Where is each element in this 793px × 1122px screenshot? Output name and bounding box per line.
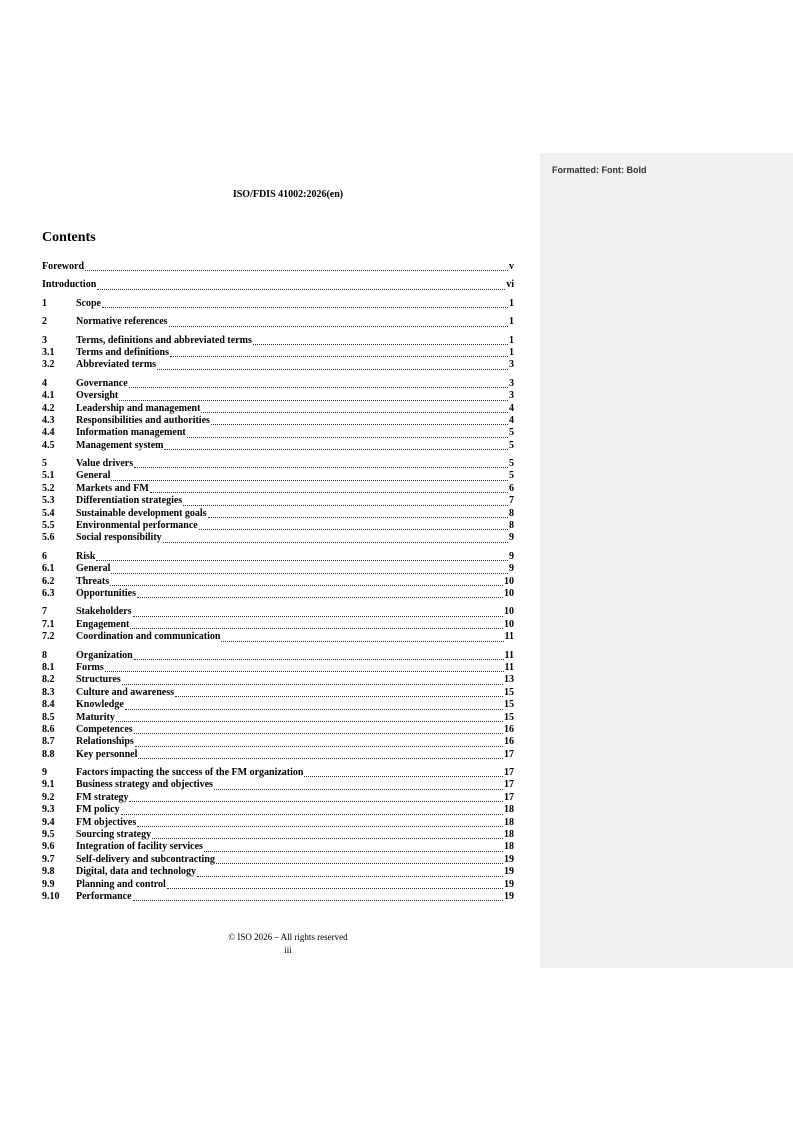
toc-entry-page: 11: [504, 649, 514, 661]
toc-entry-page: 13: [504, 674, 514, 686]
toc-dot-leader: [134, 724, 503, 734]
toc-group: [42, 551, 514, 601]
toc-entry[interactable]: [42, 879, 514, 891]
toc-entry-title: Structures: [76, 674, 121, 686]
toc-dot-leader: [167, 879, 503, 889]
toc-entry-page: 15: [504, 711, 514, 723]
toc-entry-title: Self-delivery and subcontracting: [76, 853, 215, 865]
toc-entry-number: 9.9: [42, 878, 55, 890]
toc-entry[interactable]: [42, 335, 514, 347]
toc-dot-leader: [201, 403, 508, 413]
toc-entry-title: Knowledge: [76, 699, 124, 711]
toc-dot-leader: [110, 576, 503, 586]
toc-entry[interactable]: [42, 347, 514, 359]
toc-entry[interactable]: [42, 891, 514, 903]
toc-entry[interactable]: [42, 712, 514, 724]
toc-entry[interactable]: [42, 415, 514, 427]
toc-entry-page: 3: [509, 359, 514, 371]
toc-entry-title: Responsibilities and authorities: [76, 414, 210, 426]
toc-entry-number: 9.10: [42, 890, 60, 902]
toc-entry-page: 6: [509, 482, 514, 494]
toc-entry[interactable]: [42, 495, 514, 507]
toc-entry-title: Sourcing strategy: [76, 829, 152, 841]
toc-entry-number: 5.6: [42, 532, 55, 544]
toc-dot-leader: [130, 619, 503, 629]
toc-group: [42, 298, 514, 310]
toc-entry[interactable]: [42, 470, 514, 482]
toc-entry-number: 2: [42, 316, 47, 328]
toc-entry-title: Oversight: [76, 390, 119, 402]
toc-group: [42, 606, 514, 643]
toc-entry[interactable]: [42, 458, 514, 470]
toc-entry-title: Organization: [76, 649, 133, 661]
toc-entry-title: Introduction: [42, 279, 97, 291]
toc-entry-page: 18: [504, 804, 514, 816]
comment-markup-panel: [540, 153, 793, 968]
toc-entry[interactable]: [42, 866, 514, 878]
toc-entry[interactable]: [42, 378, 514, 390]
toc-entry-title: Sustainable development goals: [76, 507, 207, 519]
toc-entry-number: 7.1: [42, 618, 55, 630]
toc-entry-number: 5: [42, 458, 47, 470]
toc-entry-page: 5: [509, 427, 514, 439]
toc-entry[interactable]: [42, 817, 514, 829]
toc-dot-leader: [163, 532, 508, 542]
toc-dot-leader: [208, 508, 508, 518]
toc-entry-page: 15: [504, 699, 514, 711]
toc-group: [42, 378, 514, 452]
toc-entry-page: 10: [504, 618, 514, 630]
toc-entry[interactable]: [42, 662, 514, 674]
toc-dot-leader: [204, 841, 503, 851]
toc-entry[interactable]: [42, 724, 514, 736]
toc-entry-number: 5.4: [42, 507, 55, 519]
toc-entry[interactable]: [42, 427, 514, 439]
toc-dot-leader: [133, 891, 503, 901]
toc-entry[interactable]: [42, 687, 514, 699]
toc-dot-leader: [197, 866, 503, 876]
toc-entry-title: Performance: [76, 890, 132, 902]
toc-entry-title: Social responsibility: [76, 532, 162, 544]
toc-entry-title: Threats: [76, 575, 110, 587]
toc-entry-page: 19: [504, 853, 514, 865]
toc-entry-title: Governance: [76, 377, 128, 389]
toc-entry-number: 9.5: [42, 829, 55, 841]
toc-dot-leader: [164, 440, 508, 450]
toc-group: [42, 767, 514, 903]
toc-entry-page: 18: [504, 829, 514, 841]
toc-entry-number: 4.2: [42, 402, 55, 414]
toc-entry-page: v: [509, 261, 514, 272]
toc-entry-number: 9.7: [42, 853, 55, 865]
toc-entry-title: Key personnel: [76, 748, 138, 760]
toc-entry-number: 8.2: [42, 674, 55, 686]
toc-entry-title: Terms, definitions and abbreviated terms: [76, 334, 252, 346]
toc-entry-page: 7: [509, 495, 514, 507]
toc-entry-number: 5.2: [42, 482, 55, 494]
toc-entry-title: Foreword: [42, 261, 85, 272]
toc-entry-title: Factors impacting the success of the FM organization: [76, 767, 304, 779]
toc-entry[interactable]: [42, 520, 514, 532]
toc-entry-title: FM policy: [76, 804, 120, 816]
toc-entry-page: 8: [509, 507, 514, 519]
toc-dot-leader: [135, 736, 503, 746]
toc-entry-number: 5.1: [42, 470, 55, 482]
toc-entry-number: 9.3: [42, 804, 55, 816]
toc-dot-leader: [105, 662, 504, 672]
toc-dot-leader: [253, 335, 508, 345]
toc-entry[interactable]: [42, 699, 514, 711]
toc-entry-page: 1: [509, 334, 514, 346]
toc-dot-leader: [119, 390, 508, 400]
toc-entry-title: Management system: [76, 439, 164, 451]
toc-entry-page: 17: [504, 779, 514, 791]
toc-entry-title: Integration of facility services: [76, 841, 203, 853]
toc-entry-number: 8.7: [42, 736, 55, 748]
toc-entry[interactable]: [42, 440, 514, 452]
toc-dot-leader: [111, 470, 508, 480]
toc-dot-leader: [216, 854, 503, 864]
toc-entry-number: 6.2: [42, 575, 55, 587]
toc-entry-number: 6.1: [42, 563, 55, 575]
toc-entry-number: 8.3: [42, 686, 55, 698]
toc-entry[interactable]: [42, 576, 514, 588]
toc-entry-page: 19: [504, 866, 514, 878]
toc-dot-leader: [187, 427, 508, 437]
toc-entry-page: 15: [504, 686, 514, 698]
toc-entry-page: 11: [504, 631, 514, 643]
toc-entry-title: Information management: [76, 427, 186, 439]
toc-entry[interactable]: [42, 619, 514, 631]
toc-entry-number: 6.3: [42, 587, 55, 599]
toc-entry-page: 19: [504, 878, 514, 890]
toc-entry-page: 4: [509, 402, 514, 414]
toc-entry-title: Environmental performance: [76, 520, 198, 532]
toc-dot-leader: [116, 712, 503, 722]
toc-entry-number: 3: [42, 334, 47, 346]
toc-entry[interactable]: [42, 563, 514, 575]
toc-entry-page: vi: [506, 279, 514, 291]
toc-dot-leader: [121, 804, 503, 814]
toc-entry-number: 9.2: [42, 791, 55, 803]
toc-entry[interactable]: [42, 841, 514, 853]
toc-entry-title: General: [76, 563, 111, 575]
toc-dot-leader: [96, 551, 508, 561]
toc-entry[interactable]: [42, 279, 514, 291]
toc-entry-page: 16: [504, 736, 514, 748]
toc-entry-title: Planning and control: [76, 878, 166, 890]
toc-entry[interactable]: [42, 779, 514, 791]
toc-entry-title: Normative references: [76, 316, 168, 328]
toc-entry-page: 3: [509, 377, 514, 389]
toc-group: [42, 458, 514, 545]
toc-entry[interactable]: [42, 631, 514, 643]
toc-entry[interactable]: [42, 316, 514, 328]
toc-dot-leader: [211, 415, 508, 425]
toc-entry-title: Competences: [76, 723, 133, 735]
toc-dot-leader: [129, 378, 508, 388]
toc-entry-number: 5.3: [42, 495, 55, 507]
toc-dot-leader: [97, 279, 505, 289]
footer-copyright: © ISO 2026 – All rights reserved: [228, 932, 348, 942]
toc-dot-leader: [137, 817, 503, 827]
toc-entry[interactable]: [42, 390, 514, 402]
toc-entry[interactable]: [42, 767, 514, 779]
toc-entry-page: 18: [504, 841, 514, 853]
toc-entry-number: 9.4: [42, 816, 55, 828]
toc-entry-number: 1: [42, 297, 47, 309]
toc-entry-title: Scope: [76, 297, 101, 309]
toc-dot-leader: [170, 347, 508, 357]
toc-entry-number: 3.2: [42, 359, 55, 371]
toc-entry-title: Engagement: [76, 618, 130, 630]
toc-entry-page: 8: [509, 520, 514, 532]
toc-dot-leader: [133, 606, 503, 616]
toc-entry-title: Differentiation strategies: [76, 495, 183, 507]
toc-entry-number: 4.3: [42, 414, 55, 426]
toc-entry-page: 9: [509, 563, 514, 575]
footer-page-number: iii: [284, 945, 292, 955]
toc-entry-page: 17: [504, 791, 514, 803]
toc-group: [42, 650, 514, 762]
toc-dot-leader: [134, 458, 508, 468]
toc-entry[interactable]: [42, 532, 514, 544]
toc-dot-leader: [138, 749, 503, 759]
toc-dot-leader: [85, 261, 508, 271]
toc-entry[interactable]: [42, 508, 514, 520]
toc-entry-number: 4.5: [42, 439, 55, 451]
toc-entry-page: 5: [509, 439, 514, 451]
toc-dot-leader: [137, 588, 503, 598]
toc-entry-number: 9.8: [42, 866, 55, 878]
toc-entry[interactable]: [42, 551, 514, 563]
toc-entry[interactable]: [42, 736, 514, 748]
toc-entry-number: 6: [42, 550, 47, 562]
toc-entry-page: 17: [504, 748, 514, 760]
toc-entry-title: Coordination and communication: [76, 631, 221, 643]
toc-entry-page: 11: [504, 661, 514, 673]
toc-entry[interactable]: [42, 749, 514, 761]
toc-entry-number: 8.8: [42, 748, 55, 760]
toc-entry-title: Maturity: [76, 711, 115, 723]
toc-dot-leader: [152, 829, 503, 839]
toc-dot-leader: [102, 298, 508, 308]
toc-entry-title: Digital, data and technology: [76, 866, 197, 878]
toc-dot-leader: [122, 674, 503, 684]
toc-entry-page: 1: [509, 346, 514, 358]
toc-entry-page: 9: [509, 532, 514, 544]
toc-entry-title: Leadership and management: [76, 402, 201, 414]
toc-entry-number: 9: [42, 767, 47, 779]
toc-entry-number: 4: [42, 377, 47, 389]
toc-entry-title: Culture and awareness: [76, 686, 174, 698]
toc-entry[interactable]: [42, 854, 514, 866]
toc-group: [42, 279, 514, 291]
toc-entry-title: General: [76, 470, 111, 482]
toc-entry-number: 4.1: [42, 390, 55, 402]
toc-entry-title: FM objectives: [76, 816, 137, 828]
toc-group: [42, 316, 514, 328]
toc-entry-number: 5.5: [42, 520, 55, 532]
comment-balloon-text[interactable]: Formatted: Font: Bold: [552, 165, 647, 175]
toc-dot-leader: [150, 483, 508, 493]
toc-entry-page: 17: [504, 767, 514, 779]
toc-entry-number: 8.1: [42, 661, 55, 673]
toc-entry[interactable]: [42, 674, 514, 686]
toc-entry[interactable]: [42, 261, 514, 273]
toc-entry-page: 19: [504, 890, 514, 902]
toc-entry-page: 5: [509, 458, 514, 470]
toc-entry-number: 9.6: [42, 841, 55, 853]
toc-entry-title: Business strategy and objectives: [76, 779, 213, 791]
toc-entry-title: Relationships: [76, 736, 134, 748]
toc-entry[interactable]: [42, 606, 514, 618]
toc-entry-page: 10: [504, 606, 514, 618]
toc-entry[interactable]: [42, 588, 514, 600]
toc-entry-number: 3.1: [42, 346, 55, 358]
toc-entry-title: Opportunities: [76, 587, 137, 599]
toc-entry-number: 9.1: [42, 779, 55, 791]
toc-entry-page: 10: [504, 587, 514, 599]
toc-entry-page: 10: [504, 575, 514, 587]
toc-entry[interactable]: [42, 804, 514, 816]
toc-entry-page: 9: [509, 550, 514, 562]
toc-entry-title: Forms: [76, 661, 104, 673]
toc-entry-page: 5: [509, 470, 514, 482]
toc-dot-leader: [111, 563, 508, 573]
toc-entry[interactable]: [42, 650, 514, 662]
toc-entry-title: Value drivers: [76, 458, 134, 470]
toc-entry-page: 16: [504, 723, 514, 735]
toc-entry-page: 4: [509, 414, 514, 426]
toc-entry-number: 7: [42, 606, 47, 618]
toc-dot-leader: [169, 316, 508, 326]
toc-dot-leader: [129, 792, 503, 802]
toc-dot-leader: [175, 687, 503, 697]
toc-entry-title: Abbreviated terms: [76, 359, 157, 371]
toc-entry[interactable]: [42, 403, 514, 415]
toc-dot-leader: [304, 767, 503, 777]
toc-entry-title: FM strategy: [76, 791, 129, 803]
toc-dot-leader: [125, 699, 503, 709]
toc-entry-title: Terms and definitions: [76, 346, 169, 358]
toc-entry-number: 8.5: [42, 711, 55, 723]
toc-entry[interactable]: [42, 829, 514, 841]
toc-dot-leader: [214, 779, 503, 789]
toc-entry[interactable]: [42, 359, 514, 371]
toc-entry-title: Risk: [76, 550, 96, 562]
toc-entry[interactable]: [42, 792, 514, 804]
toc-entry-page: 1: [509, 316, 514, 328]
toc-group: [42, 261, 514, 273]
toc-dot-leader: [221, 631, 503, 641]
toc-dot-leader: [134, 650, 504, 660]
toc-entry-number: 8.4: [42, 699, 55, 711]
toc-entry-title: Stakeholders: [76, 606, 132, 618]
toc-entry-number: 4.4: [42, 427, 55, 439]
toc-dot-leader: [199, 520, 508, 530]
toc-entry-number: 8: [42, 649, 47, 661]
toc-dot-leader: [183, 495, 508, 505]
toc-entry-title: Markets and FM: [76, 482, 149, 494]
toc-entry-number: 7.2: [42, 631, 55, 643]
table-of-contents: [42, 261, 514, 903]
toc-entry-page: 1: [509, 297, 514, 309]
toc-entry[interactable]: [42, 483, 514, 495]
toc-entry-number: 8.6: [42, 723, 55, 735]
contents-heading: Contents: [42, 230, 96, 245]
toc-entry-page: 3: [509, 390, 514, 402]
toc-group: [42, 335, 514, 372]
toc-dot-leader: [157, 359, 508, 369]
document-id-header: ISO/FDIS 41002:2026(en): [232, 189, 344, 200]
toc-entry[interactable]: [42, 298, 514, 310]
toc-entry-page: 18: [504, 816, 514, 828]
